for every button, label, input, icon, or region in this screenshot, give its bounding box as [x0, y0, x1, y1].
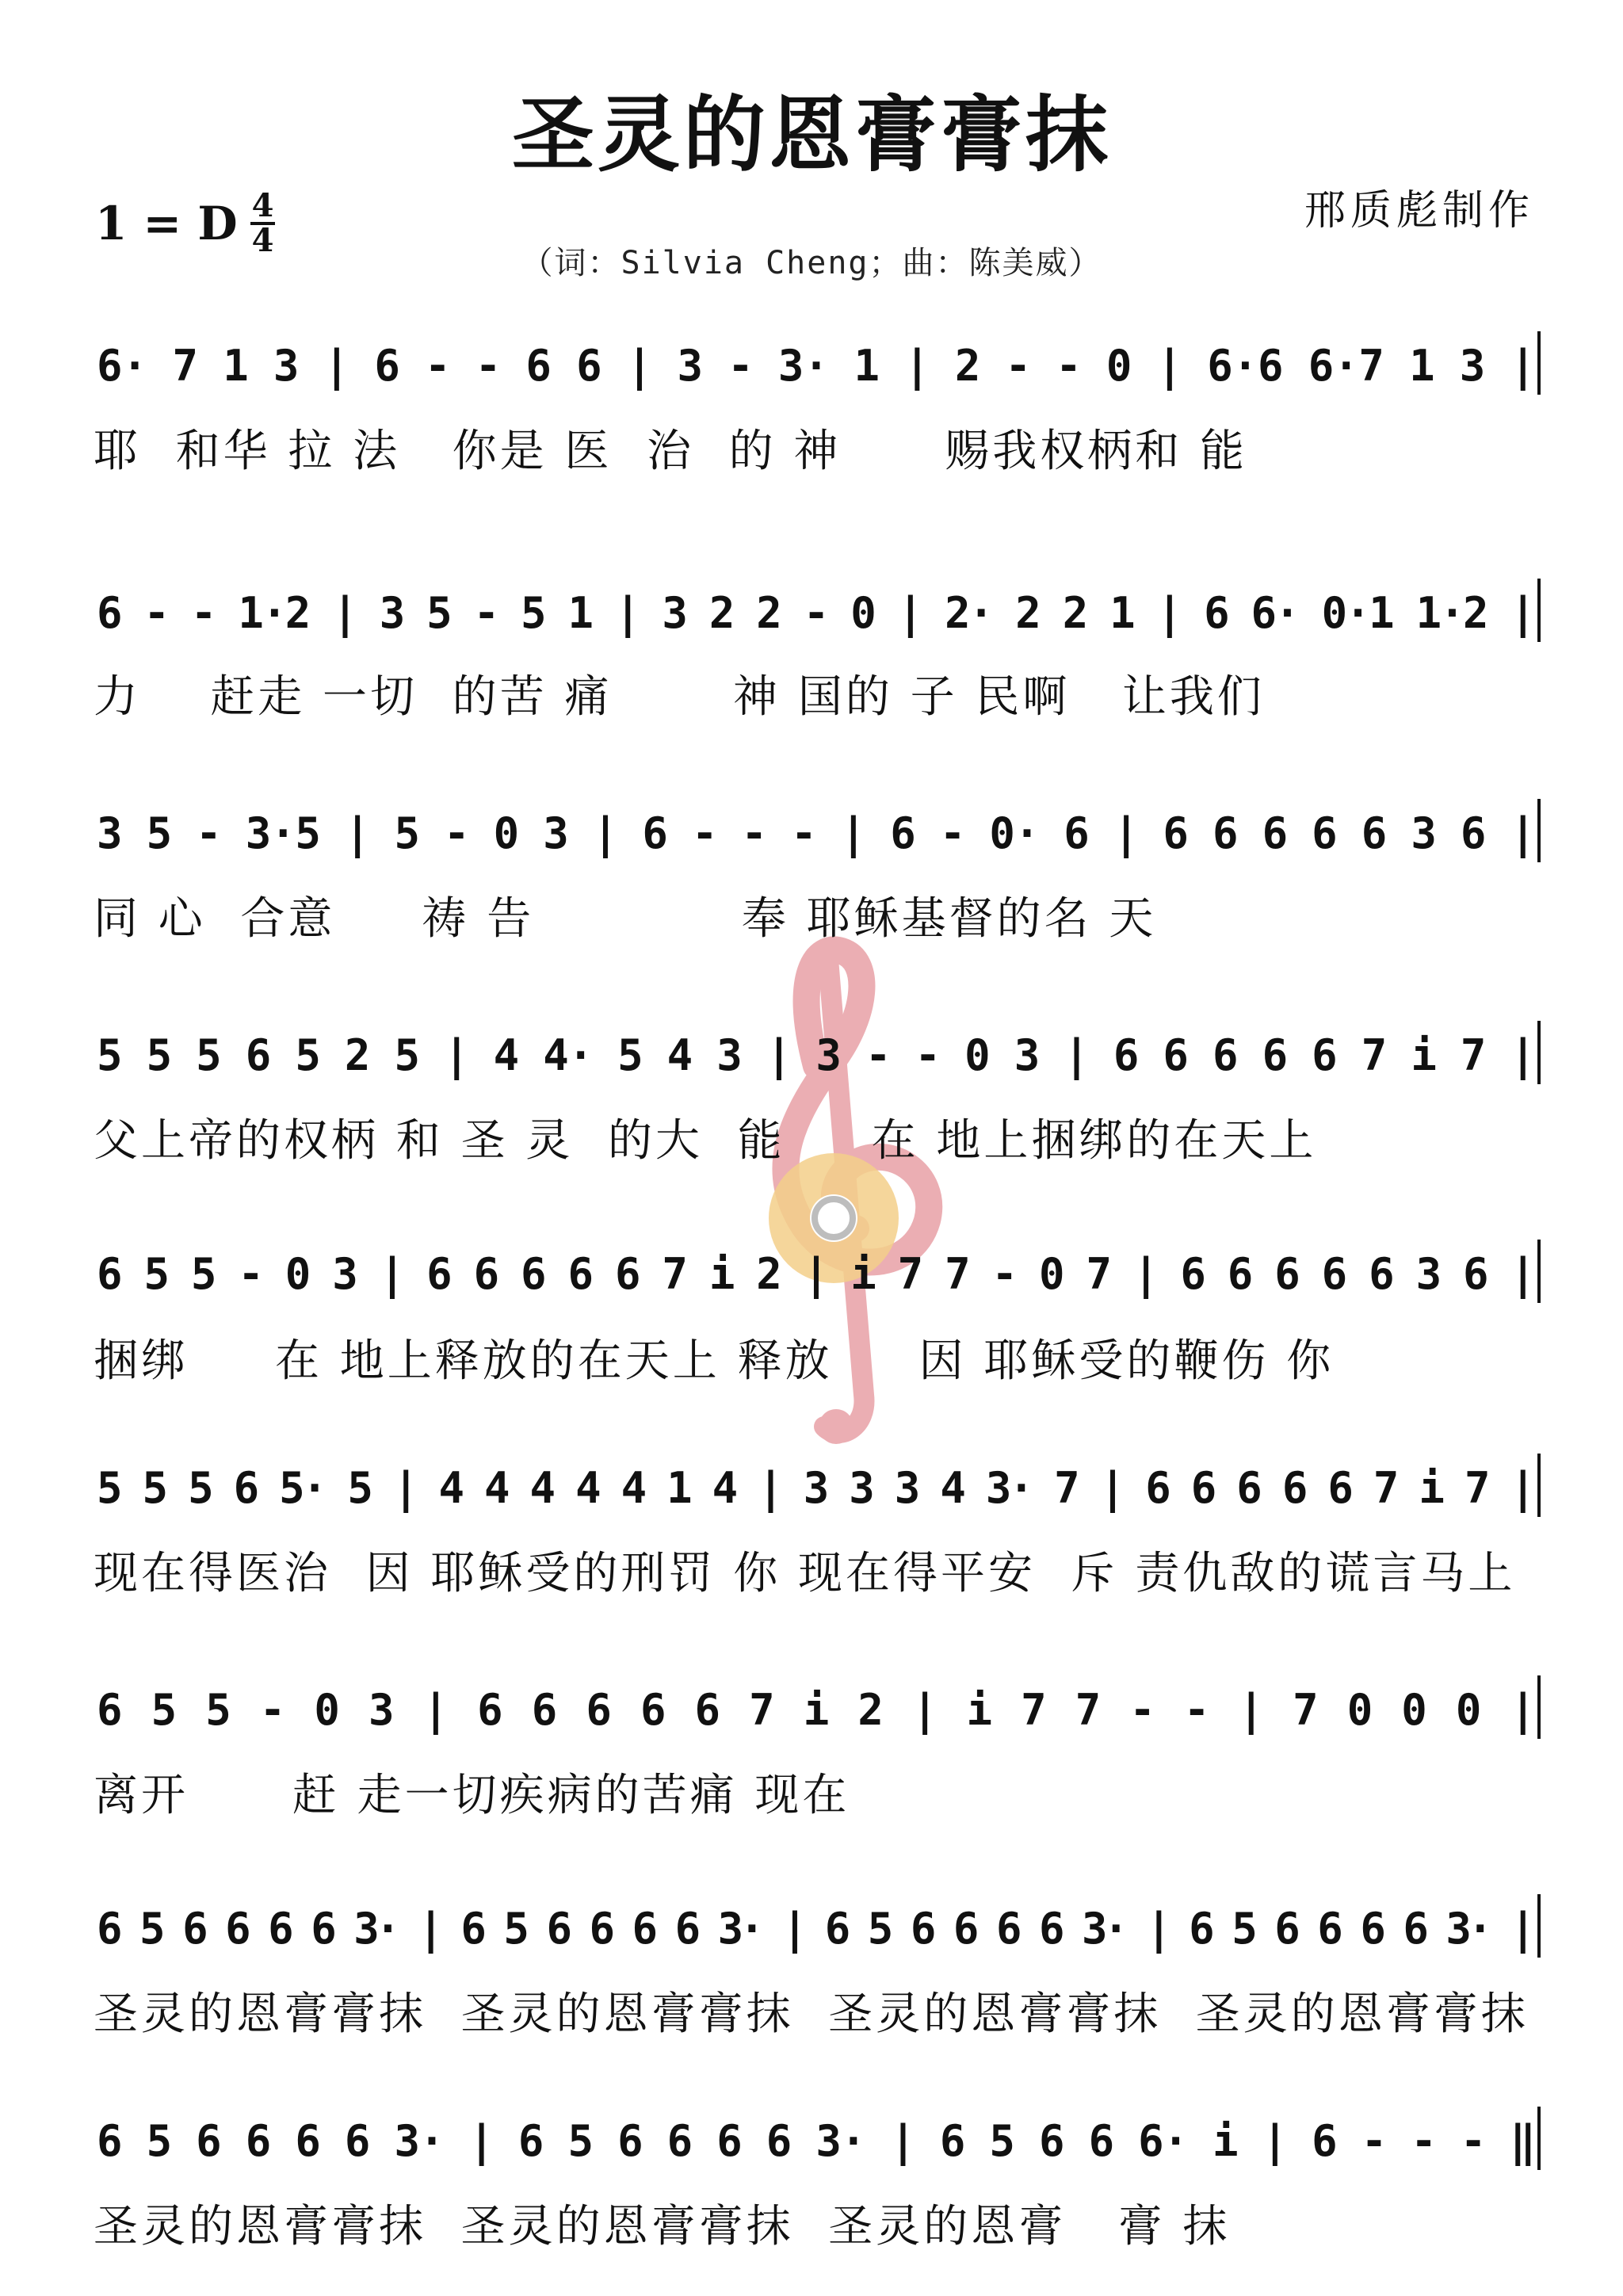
lyric-line-7: 离开 赶 走一切疾病的苦痛 现在 [94, 1770, 850, 1821]
notation-line-5: 6 5 5 - 0 3 | 6 6 6 6 6 7 i 2 | i 7 7 - 0 7 | 6 6 6 6 6 3 6 | [97, 1249, 1537, 1299]
notation-line-6: 5 5 5 6 5· 5 | 4 4 4 4 4 1 4 | 3 3 3 4 3· 7 | 6 6 6 6 6 7 i 7 | [97, 1463, 1537, 1513]
notation-line-4: 5 5 5 6 5 2 5 | 4 4· 5 4 3 | 3 - - 0 3 | 6 6 6 6 6 7 i 7 | [97, 1030, 1536, 1080]
notation-line-3: 3 5 - 3·5 | 5 - 0 3 | 6 - - - | 6 - 0· 6 | 6 6 6 6 6 3 6 | [97, 808, 1536, 858]
author-credit: 邢质彪制作 [1304, 187, 1534, 235]
lyric-line-5: 捆绑 在 地上释放的在天上 释放 因 耶稣受的鞭伤 你 [94, 1335, 1335, 1387]
lyric-line-1: 耶 和华 拉 法 你是 医 治 的 神 赐我权柄和 能 [94, 426, 1248, 477]
page-title: 圣灵的恩膏膏抹 [511, 86, 1111, 183]
lyric-line-2: 力 赶走 一切 的苦 痛 神 国的 子 民啊 让我们 [94, 671, 1265, 723]
key-label: 1 = D [95, 197, 238, 250]
lyric-line-8: 圣灵的恩膏膏抹 圣灵的恩膏膏抹 圣灵的恩膏膏抹 圣灵的恩膏膏抹 [94, 1988, 1529, 2040]
lyric-line-6: 现在得医治 因 耶稣受的刑罚 你 现在得平安 斥 责仇敌的谎言马上 [94, 1548, 1516, 1599]
time-denominator: 4 [251, 222, 274, 259]
time-numerator: 4 [251, 187, 274, 224]
notation-line-7: 6 5 5 - 0 3 | 6 6 6 6 6 7 i 2 | i 7 7 - - | 7 0 0 0 | [97, 1685, 1536, 1735]
notation-line-2: 6 - - 1·2 | 3 5 - 5 1 | 3 2 2 - 0 | 2· 2 2 1 | 6 6· 0·1 1·2 | [97, 588, 1537, 638]
notation-line-9: 6 5 6 6 6 6 3· | 6 5 6 6 6 6 3· | 6 5 6 6 6· i | 6 - - - ‖ [97, 2116, 1536, 2166]
lyric-line-3: 同 心 合意 祷 告 奉 耶稣基督的名 天 [94, 893, 1157, 945]
lyric-line-4: 父上帝的权柄 和 圣 灵 的大 能 在 地上捆绑的在天上 [94, 1115, 1317, 1167]
lyric-line-9: 圣灵的恩膏膏抹 圣灵的恩膏膏抹 圣灵的恩膏 膏 抹 [94, 2201, 1231, 2252]
notation-line-8: 6 5 6 6 6 6 3· | 6 5 6 6 6 6 3· | 6 5 6 6 6 6 3· | 6 5 6 6 6 6 3· | [97, 1904, 1536, 1954]
notation-line-1: 6· 7 1 3 | 6 - - 6 6 | 3 - 3· 1 | 2 - - 0 | 6·6 6·7 1 3 | [97, 341, 1536, 391]
composer-credits: （词：Silvia Cheng；曲：陈美威） [521, 245, 1102, 281]
